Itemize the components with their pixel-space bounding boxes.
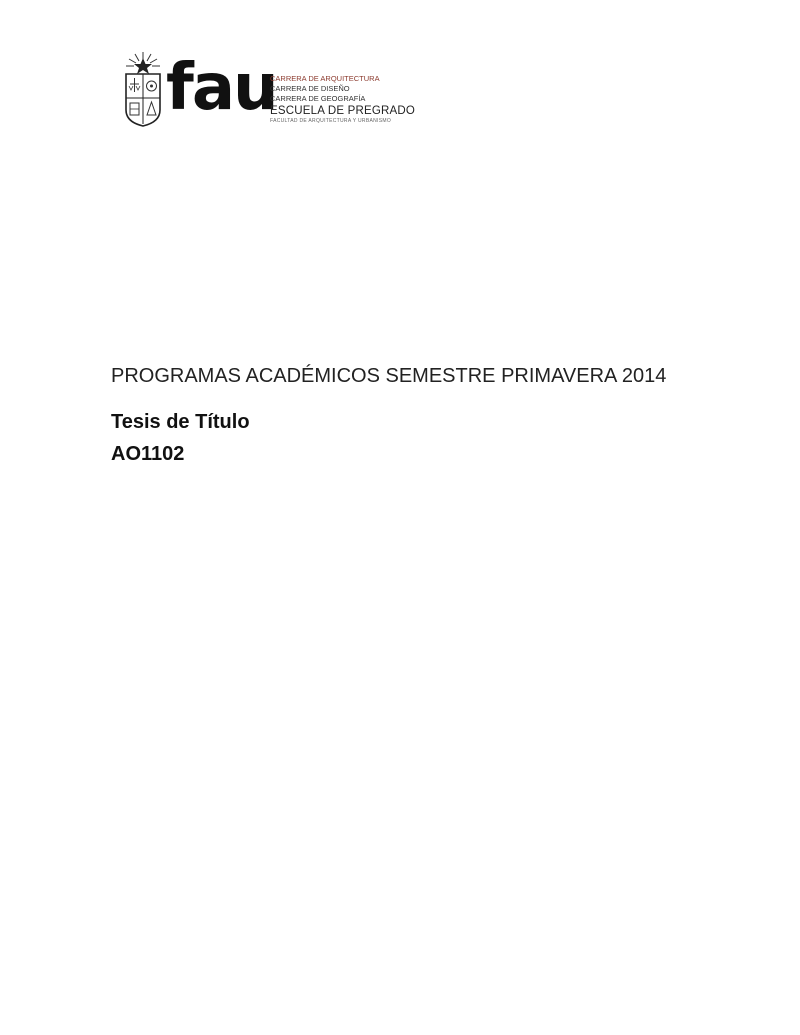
course-code: AO1102 [111, 443, 185, 465]
university-crest-icon [118, 50, 168, 130]
logo-line-faculty: FACULTAD DE ARQUITECTURA Y URBANISMO [270, 118, 392, 124]
logo-line-school: ESCUELA DE PREGRADO [270, 105, 416, 117]
logo-line-design: CARRERA DE DISEÑO [270, 84, 350, 93]
program-heading: PROGRAMAS ACADÉMICOS SEMESTRE PRIMAVERA 2014 [111, 365, 667, 387]
logo-wordmark: fau [166, 51, 277, 125]
course-title: Tesis de Título [111, 411, 250, 433]
logo-line-geography: CARRERA DE GEOGRAFÍA [270, 94, 366, 103]
logo-text-block [270, 74, 420, 124]
logo-line-architecture: CARRERA DE ARQUITECTURA [270, 74, 380, 83]
faculty-logo [118, 50, 416, 130]
